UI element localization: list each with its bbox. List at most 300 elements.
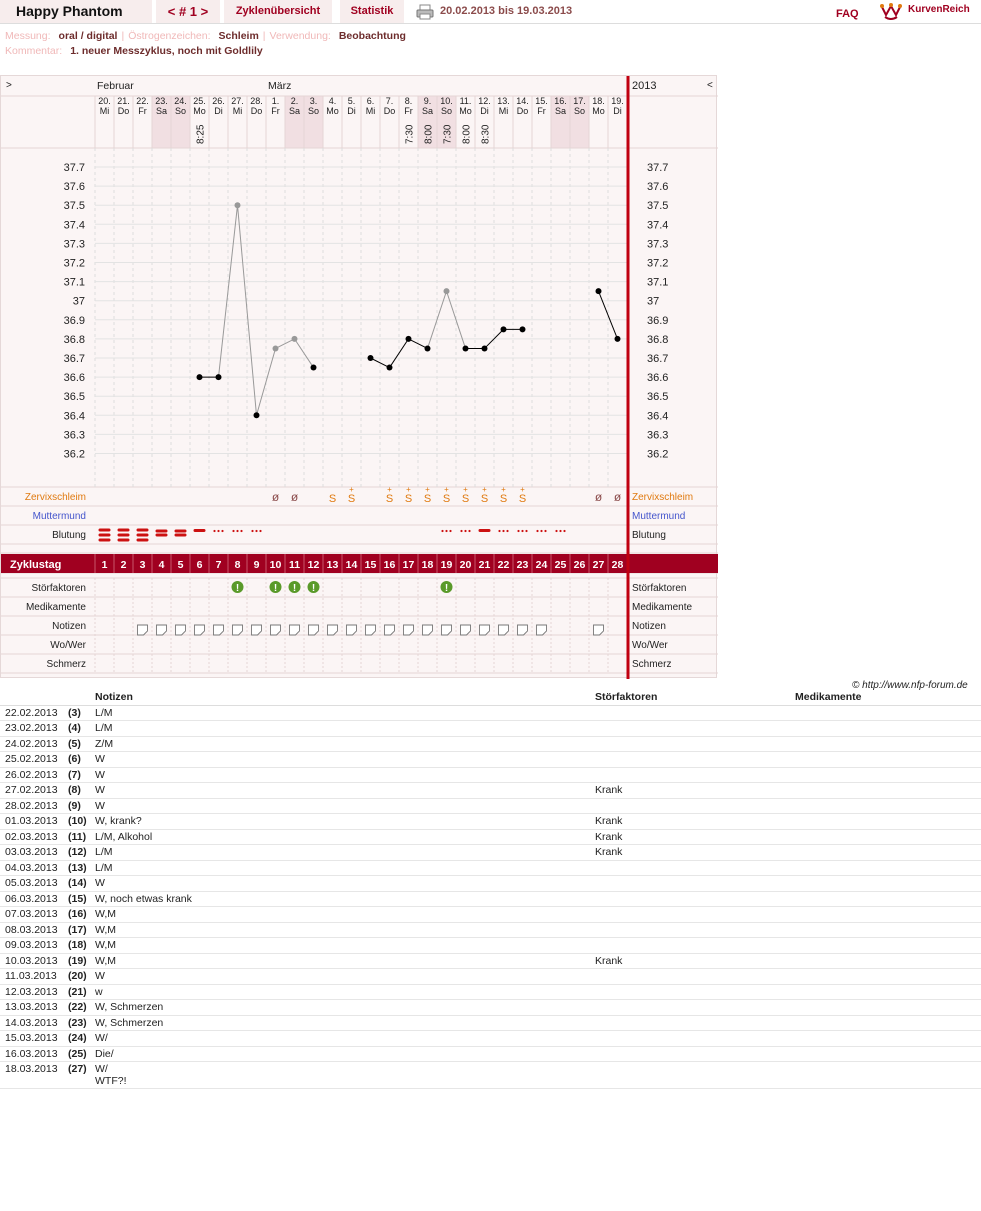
nav-prev-arrow: > bbox=[6, 80, 12, 91]
row-date: 28.02.2013 bbox=[5, 799, 58, 812]
row-note: L/M, Alkohol bbox=[90, 829, 590, 845]
brand-name[interactable]: KurvenReich bbox=[908, 4, 970, 15]
row-date: 11.03.2013 bbox=[5, 970, 57, 982]
row-stoer bbox=[590, 767, 790, 783]
bleeding-spot-mark bbox=[536, 530, 538, 532]
row-stoer: Krank bbox=[590, 783, 790, 799]
bleeding-heavy-mark bbox=[118, 539, 130, 542]
row-label-medi-right: Medikamente bbox=[632, 602, 693, 613]
date-cell bbox=[0, 860, 90, 876]
y-tick-label-right: 36.9 bbox=[647, 314, 669, 327]
y-tick-label: 37.5 bbox=[63, 200, 85, 213]
bleeding-heavy-mark bbox=[99, 539, 111, 542]
row-date: 12.03.2013 bbox=[5, 985, 58, 998]
cycle-day-number: 7 bbox=[215, 559, 222, 571]
row-date: 06.03.2013 bbox=[5, 892, 58, 905]
row-cycle-day: (5) bbox=[68, 737, 81, 750]
row-medi bbox=[790, 860, 981, 876]
day-weekday-label: So bbox=[174, 106, 187, 116]
row-cycle-day: (21) bbox=[68, 985, 87, 998]
table-row bbox=[0, 798, 981, 814]
cycle-day-number: 21 bbox=[478, 559, 491, 571]
row-note: W,M bbox=[90, 938, 590, 954]
day-date-label: 13. bbox=[497, 96, 510, 106]
row-medi bbox=[790, 845, 981, 861]
row-date: 15.03.2013 bbox=[5, 1032, 58, 1044]
cycle-day-number: 4 bbox=[158, 559, 165, 571]
cycle-day-number: 15 bbox=[364, 559, 377, 571]
row-note: W, krank? bbox=[90, 814, 590, 830]
row-date: 14.03.2013 bbox=[5, 1016, 58, 1029]
verwendung-label: Verwendung: bbox=[269, 30, 331, 42]
date-cell bbox=[0, 1031, 90, 1047]
date-cell bbox=[0, 829, 90, 845]
table-row bbox=[0, 922, 981, 938]
row-stoer bbox=[590, 721, 790, 737]
zervix-splus-symbol: S bbox=[423, 493, 432, 505]
row-date: 07.03.2013 bbox=[5, 908, 58, 920]
date-cell bbox=[0, 736, 90, 752]
zervix-splus-symbol: S bbox=[442, 493, 451, 505]
row-note: W, Schmerzen bbox=[90, 1015, 590, 1031]
y-tick-label-right: 37.7 bbox=[647, 162, 669, 174]
zervix-dry-symbol: ø bbox=[613, 490, 622, 504]
zervix-dry-symbol: ø bbox=[271, 490, 280, 504]
table-row bbox=[0, 767, 981, 783]
bleeding-spot-mark bbox=[236, 530, 238, 532]
table-row bbox=[0, 1015, 981, 1031]
note-icon bbox=[233, 625, 243, 635]
bleeding-spot-mark bbox=[441, 530, 443, 532]
table-row bbox=[0, 907, 981, 923]
table-row bbox=[0, 752, 981, 768]
printer-icon[interactable] bbox=[416, 4, 434, 20]
y-tick-label: 36.2 bbox=[63, 448, 85, 461]
note-icon bbox=[271, 625, 281, 635]
month-label: März bbox=[268, 80, 292, 92]
row-cycle-day: (18) bbox=[68, 939, 87, 951]
row-medi bbox=[790, 984, 981, 1000]
note-icon bbox=[461, 625, 471, 635]
row-stoer: Krank bbox=[590, 953, 790, 969]
faq-link[interactable]: FAQ bbox=[836, 8, 859, 20]
row-medi bbox=[790, 752, 981, 768]
bleeding-spot-mark bbox=[502, 530, 504, 532]
row-date: 23.02.2013 bbox=[5, 722, 58, 734]
row-note: L/M bbox=[90, 705, 590, 721]
year-label: 2013 bbox=[632, 80, 657, 92]
measure-time-label: 8:00 bbox=[461, 124, 473, 144]
day-date-label: 2. bbox=[290, 96, 299, 106]
y-tick-label: 36.8 bbox=[63, 333, 85, 346]
bleeding-spot-mark bbox=[559, 530, 561, 532]
info-line-measurement bbox=[5, 30, 406, 42]
day-weekday-label: Fr bbox=[537, 106, 546, 116]
row-medi bbox=[790, 798, 981, 814]
row-date: 03.03.2013 bbox=[5, 846, 58, 858]
day-date-label: 21. bbox=[117, 96, 130, 106]
alert-icon-glyph: ! bbox=[444, 583, 449, 594]
y-tick-label-right: 36.2 bbox=[647, 448, 669, 461]
col-header-date bbox=[0, 690, 90, 705]
temperature-segment bbox=[295, 339, 314, 368]
row-note: W,M bbox=[90, 922, 590, 938]
cycle-day-number: 20 bbox=[459, 559, 472, 571]
row-label-muttermund: Muttermund bbox=[32, 511, 86, 522]
row-stoer bbox=[590, 907, 790, 923]
tab-cycle-overview[interactable]: Zyklenübersicht bbox=[224, 0, 332, 23]
note-icon bbox=[214, 625, 224, 635]
temperature-point bbox=[235, 202, 241, 208]
y-tick-label-right: 36.3 bbox=[647, 429, 669, 442]
bleeding-medium-mark bbox=[175, 534, 187, 537]
y-tick-label: 37.7 bbox=[63, 162, 85, 174]
cycle-day-number: 12 bbox=[307, 559, 320, 571]
cycle-day-number: 1 bbox=[101, 559, 108, 571]
day-date-label: 15. bbox=[535, 96, 548, 106]
row-cycle-day: (3) bbox=[68, 706, 81, 719]
cycle-day-number: 11 bbox=[288, 559, 301, 571]
date-cell bbox=[0, 953, 90, 969]
cycle-day-number: 16 bbox=[383, 559, 396, 571]
row-stoer bbox=[590, 1062, 790, 1089]
zervix-splus-symbol: S bbox=[518, 493, 527, 505]
note-icon bbox=[328, 625, 338, 635]
table-row bbox=[0, 705, 981, 721]
table-row bbox=[0, 1062, 981, 1089]
day-date-label: 1. bbox=[271, 96, 280, 106]
day-weekday-label: Sa bbox=[421, 106, 434, 116]
cycle-day-number: 28 bbox=[611, 559, 624, 571]
bleeding-spot-mark bbox=[213, 530, 215, 532]
date-cell bbox=[0, 1015, 90, 1031]
temperature-point bbox=[387, 365, 393, 371]
date-range: 20.02.2013 bis 19.03.2013 bbox=[440, 5, 573, 17]
y-tick-label-right: 37.4 bbox=[647, 219, 669, 232]
oestrogen-label: Östrogenzeichen: bbox=[128, 30, 211, 42]
temperature-segment bbox=[219, 205, 238, 377]
temperature-point bbox=[425, 345, 431, 351]
y-tick-label: 36.9 bbox=[63, 314, 85, 327]
cycle-day-number: 25 bbox=[554, 559, 567, 571]
day-weekday-label: Do bbox=[250, 106, 263, 116]
zervix-dry-symbol: ø bbox=[594, 490, 603, 504]
row-note: W bbox=[90, 767, 590, 783]
day-date-label: 17. bbox=[573, 96, 586, 106]
row-medi bbox=[790, 721, 981, 737]
row-cycle-day: (13) bbox=[68, 861, 87, 874]
kommentar-label: Kommentar: bbox=[5, 45, 63, 57]
y-tick-label-right: 36.4 bbox=[647, 410, 669, 423]
row-cycle-day: (4) bbox=[68, 722, 81, 734]
day-weekday-label: Do bbox=[516, 106, 529, 116]
table-row bbox=[0, 953, 981, 969]
row-date: 22.02.2013 bbox=[5, 706, 58, 719]
zervix-splus-symbol: S bbox=[499, 493, 508, 505]
y-tick-label-right: 36.6 bbox=[647, 372, 669, 385]
date-cell bbox=[0, 705, 90, 721]
row-cycle-day: (19) bbox=[68, 954, 87, 967]
note-icon bbox=[290, 625, 300, 635]
table-row bbox=[0, 783, 981, 799]
row-note: Die/ bbox=[90, 1046, 590, 1062]
bleeding-heavy-mark bbox=[137, 529, 149, 532]
note-icon bbox=[195, 625, 205, 635]
row-date: 01.03.2013 bbox=[5, 815, 58, 827]
day-weekday-label: Mo bbox=[592, 106, 605, 116]
date-cell bbox=[0, 845, 90, 861]
row-medi bbox=[790, 876, 981, 892]
y-tick-label: 37.6 bbox=[63, 181, 85, 194]
day-weekday-label: Mo bbox=[459, 106, 472, 116]
day-date-label: 3. bbox=[309, 96, 318, 106]
row-date: 18.03.2013 bbox=[5, 1063, 58, 1075]
row-note: w bbox=[90, 984, 590, 1000]
row-medi bbox=[790, 969, 981, 985]
date-cell bbox=[0, 1000, 90, 1016]
bleeding-spot-mark bbox=[449, 530, 451, 532]
y-tick-label-right: 36.8 bbox=[647, 333, 669, 346]
day-weekday-label: Fr bbox=[404, 106, 413, 116]
row-date: 10.03.2013 bbox=[5, 954, 58, 967]
notes-table bbox=[0, 690, 981, 1089]
row-note: W bbox=[90, 969, 590, 985]
note-icon bbox=[537, 625, 547, 635]
col-header-notes: Notizen bbox=[90, 690, 590, 705]
day-weekday-label: Sa bbox=[554, 106, 567, 116]
zervix-splus-symbol: S bbox=[480, 493, 489, 505]
tab-statistics[interactable]: Statistik bbox=[340, 0, 404, 23]
date-cell bbox=[0, 891, 90, 907]
y-tick-label-right: 37.6 bbox=[647, 181, 669, 194]
bleeding-spot-mark bbox=[555, 530, 557, 532]
row-date: 16.03.2013 bbox=[5, 1047, 58, 1060]
day-date-label: 22. bbox=[136, 96, 149, 106]
row-cycle-day: (25) bbox=[68, 1047, 87, 1060]
row-stoer bbox=[590, 798, 790, 814]
cycle-day-number: 2 bbox=[120, 559, 127, 571]
cycle-day-number: 17 bbox=[402, 559, 415, 571]
row-note: W,M bbox=[90, 953, 590, 969]
cycle-day-number: 27 bbox=[592, 559, 605, 571]
y-tick-label-right: 36.5 bbox=[647, 391, 669, 404]
bleeding-spot-mark bbox=[221, 530, 223, 532]
notes-body bbox=[0, 705, 981, 1089]
col-header-stoer: Störfaktoren bbox=[590, 690, 790, 705]
cycle-day-number: 10 bbox=[269, 559, 282, 571]
month-label: Februar bbox=[97, 80, 134, 92]
row-date: 08.03.2013 bbox=[5, 923, 58, 936]
table-row bbox=[0, 984, 981, 1000]
row-stoer bbox=[590, 984, 790, 1000]
row-label-stoer-right: Störfaktoren bbox=[632, 583, 687, 594]
copyright: © http://www.nfp-forum.de bbox=[852, 680, 968, 691]
row-date: 25.02.2013 bbox=[5, 753, 58, 765]
row-label-wower-right: Wo/Wer bbox=[632, 640, 668, 651]
bleeding-spot-mark bbox=[468, 530, 470, 532]
top-bar bbox=[0, 0, 981, 24]
day-date-label: 24. bbox=[174, 96, 187, 106]
y-tick-label: 36.4 bbox=[63, 410, 85, 423]
row-label-medi: Medikamente bbox=[25, 602, 86, 613]
day-weekday-label: Mo bbox=[326, 106, 339, 116]
row-medi bbox=[790, 907, 981, 923]
row-date: 26.02.2013 bbox=[5, 768, 58, 781]
note-icon bbox=[176, 625, 186, 635]
row-stoer bbox=[590, 938, 790, 954]
row-label-zyklustag: Zyklustag bbox=[10, 559, 62, 571]
bleeding-light-mark bbox=[194, 529, 206, 532]
cycle-day-number: 23 bbox=[516, 559, 529, 571]
temperature-point bbox=[501, 326, 507, 332]
y-tick-label-right: 37 bbox=[647, 295, 660, 308]
bleeding-heavy-mark bbox=[118, 534, 130, 537]
bleeding-spot-mark bbox=[521, 530, 523, 532]
bleeding-spot-mark bbox=[445, 530, 447, 532]
row-cycle-day: (15) bbox=[68, 892, 87, 905]
temperature-point bbox=[482, 345, 488, 351]
temperature-point bbox=[596, 288, 602, 294]
row-note: L/M bbox=[90, 860, 590, 876]
row-cycle-day: (12) bbox=[68, 846, 87, 858]
zervix-plus-mark: + bbox=[387, 485, 392, 494]
bleeding-spot-mark bbox=[217, 530, 219, 532]
day-weekday-label: Mi bbox=[232, 106, 243, 116]
zervix-splus-symbol: S bbox=[347, 493, 356, 505]
alert-icon-glyph: ! bbox=[273, 583, 278, 594]
row-note: L/M bbox=[90, 845, 590, 861]
y-tick-label-right: 37.1 bbox=[647, 276, 669, 289]
row-stoer bbox=[590, 860, 790, 876]
cycle-day-number: 8 bbox=[234, 559, 241, 571]
row-label-stoer: Störfaktoren bbox=[31, 583, 86, 594]
day-weekday-label: Fr bbox=[271, 106, 280, 116]
cycle-day-number: 26 bbox=[573, 559, 586, 571]
note-icon bbox=[518, 625, 528, 635]
y-tick-label: 36.7 bbox=[63, 353, 85, 365]
info-line-comment bbox=[5, 45, 263, 57]
cycle-navigation[interactable]: < # 1 > bbox=[156, 0, 220, 23]
day-weekday-label: So bbox=[307, 106, 320, 116]
row-stoer: Krank bbox=[590, 829, 790, 845]
date-cell bbox=[0, 721, 90, 737]
temperature-point bbox=[216, 374, 222, 380]
day-date-label: 10. bbox=[440, 96, 453, 106]
row-label-schmerz-right: Schmerz bbox=[632, 659, 672, 670]
row-cycle-day: (23) bbox=[68, 1016, 87, 1029]
bleeding-light-mark bbox=[479, 529, 491, 532]
day-weekday-label: Mi bbox=[498, 106, 509, 116]
bleeding-spot-mark bbox=[464, 530, 466, 532]
date-cell bbox=[0, 938, 90, 954]
y-tick-label: 37.4 bbox=[63, 219, 85, 232]
day-weekday-label: Di bbox=[613, 106, 622, 116]
row-note: W, Schmerzen bbox=[90, 1000, 590, 1016]
table-row bbox=[0, 891, 981, 907]
note-icon bbox=[385, 625, 395, 635]
day-date-label: 23. bbox=[155, 96, 168, 106]
y-tick-label: 36.6 bbox=[63, 372, 85, 385]
row-stoer bbox=[590, 1046, 790, 1062]
day-date-label: 4. bbox=[328, 96, 337, 106]
verwendung-value: Beobachtung bbox=[338, 30, 406, 42]
measure-time-label: 7:30 bbox=[442, 124, 454, 144]
day-weekday-label: Di bbox=[480, 106, 489, 116]
row-date: 09.03.2013 bbox=[5, 939, 58, 951]
row-date: 05.03.2013 bbox=[5, 877, 58, 889]
y-tick-label-right: 36.7 bbox=[647, 353, 669, 365]
bleeding-medium-mark bbox=[175, 530, 187, 533]
day-weekday-label: Sa bbox=[288, 106, 301, 116]
y-tick-label: 37 bbox=[72, 295, 85, 308]
cycle-day-band bbox=[1, 554, 718, 573]
day-date-label: 9. bbox=[423, 96, 432, 106]
alert-icon-glyph: ! bbox=[292, 583, 297, 594]
row-medi bbox=[790, 1062, 981, 1089]
temperature-segment bbox=[390, 339, 409, 368]
measure-time-label: 8:30 bbox=[480, 124, 492, 144]
bleeding-spot-mark bbox=[563, 530, 565, 532]
crown-logo-icon[interactable] bbox=[880, 1, 902, 21]
row-note: W bbox=[90, 783, 590, 799]
row-medi bbox=[790, 705, 981, 721]
note-icon bbox=[423, 625, 433, 635]
row-label-zervix: Zervixschleim bbox=[24, 492, 86, 503]
row-label-schmerz: Schmerz bbox=[46, 659, 86, 670]
zervix-plus-mark: + bbox=[349, 485, 354, 494]
bleeding-spot-mark bbox=[525, 530, 527, 532]
row-note: W bbox=[90, 876, 590, 892]
row-stoer bbox=[590, 1031, 790, 1047]
note-icon bbox=[480, 625, 490, 635]
bleeding-spot-mark bbox=[517, 530, 519, 532]
row-cycle-day: (10) bbox=[68, 815, 87, 827]
date-cell bbox=[0, 1062, 90, 1089]
table-row bbox=[0, 860, 981, 876]
date-cell bbox=[0, 752, 90, 768]
day-date-label: 12. bbox=[478, 96, 491, 106]
alert-icon-glyph: ! bbox=[311, 583, 316, 594]
zervix-plus-mark: + bbox=[406, 485, 411, 494]
day-date-label: 5. bbox=[347, 96, 356, 106]
date-cell bbox=[0, 922, 90, 938]
row-date: 02.03.2013 bbox=[5, 830, 58, 843]
temperature-point bbox=[444, 288, 450, 294]
day-date-label: 19. bbox=[611, 96, 624, 106]
day-date-label: 6. bbox=[366, 96, 375, 106]
row-medi bbox=[790, 891, 981, 907]
zervix-splus-symbol: S bbox=[461, 493, 470, 505]
y-tick-label: 37.2 bbox=[63, 257, 85, 270]
notes-header-row bbox=[0, 690, 981, 705]
cycle-day-number: 24 bbox=[535, 559, 548, 571]
temperature-point bbox=[463, 345, 469, 351]
messung-label: Messung: bbox=[5, 30, 51, 42]
row-stoer bbox=[590, 922, 790, 938]
row-date: 13.03.2013 bbox=[5, 1001, 58, 1013]
cycle-day-number: 18 bbox=[421, 559, 434, 571]
y-tick-label: 36.3 bbox=[63, 429, 85, 442]
zervix-plus-mark: + bbox=[520, 485, 525, 494]
row-cycle-day: (17) bbox=[68, 923, 87, 936]
day-date-label: 16. bbox=[554, 96, 567, 106]
table-row bbox=[0, 829, 981, 845]
bleeding-spot-mark bbox=[255, 530, 257, 532]
bleeding-spot-mark bbox=[544, 530, 546, 532]
cycle-chart-svg bbox=[1, 76, 718, 679]
row-stoer bbox=[590, 891, 790, 907]
table-row bbox=[0, 876, 981, 892]
